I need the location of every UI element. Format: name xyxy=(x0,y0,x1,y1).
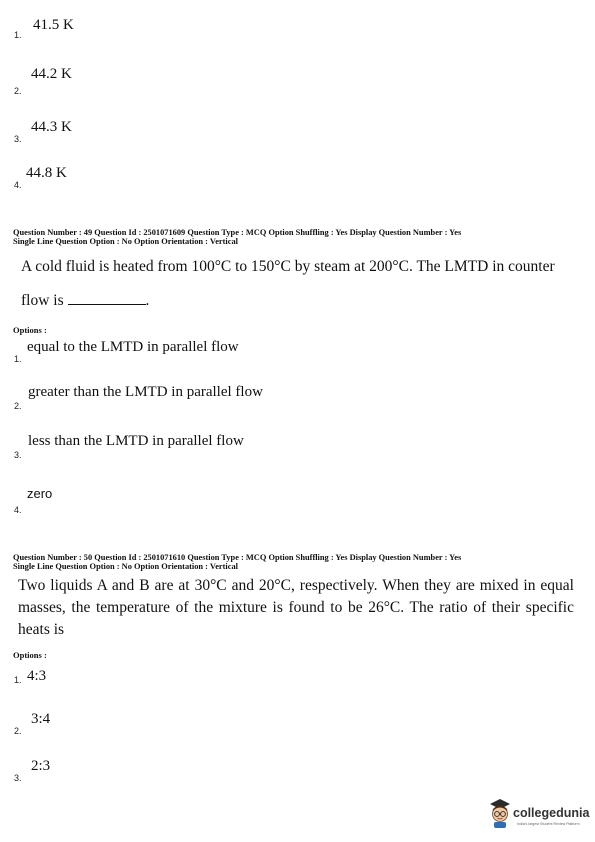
question-meta-line: Question Number : 50 Question Id : 2501071610 Question Type : MCQ Option Shuffling : Yes Display Question Number : Yes xyxy=(13,553,462,562)
question-50-meta xyxy=(13,553,461,571)
option-number: 2. xyxy=(14,726,22,736)
option-text[interactable]: less than the LMTD in parallel flow xyxy=(28,433,244,449)
option-text[interactable]: 4:3 xyxy=(27,668,47,684)
option-number: 4. xyxy=(14,505,22,515)
option-text[interactable]: zero xyxy=(27,486,53,501)
logo-name: collegedunia xyxy=(513,806,590,820)
option-number: 1. xyxy=(14,30,22,40)
question-49-meta xyxy=(13,228,461,246)
question-50-stem: Two liquids A and B are at 30°C and 20°C, respectively. When they are mixed in equal masses, the temperature of the mixture is found to be 26°C. The ratio of their specific heats is xyxy=(18,577,574,638)
option-text[interactable]: 41.5 K xyxy=(33,17,74,33)
option-text[interactable]: greater than the LMTD in parallel flow xyxy=(28,384,263,400)
question-meta-line: Single Line Question Option : No Option Orientation : Vertical xyxy=(13,562,238,571)
option-number: 2. xyxy=(14,401,22,411)
option-text[interactable]: 2:3 xyxy=(31,758,51,774)
option-number: 3. xyxy=(14,450,22,460)
question-stem-period: . xyxy=(145,292,150,309)
question-stem-line: A cold fluid is heated from 100°C to 150°C by steam at 200°C. The LMTD in counter xyxy=(21,258,555,275)
logo-tagline: India's largest Student Review Platform xyxy=(517,822,580,826)
option-number: 3. xyxy=(14,134,22,144)
option-number: 1. xyxy=(14,675,22,685)
question-stem-text: flow is xyxy=(21,292,64,309)
question-meta-line: Question Number : 49 Question Id : 2501071609 Question Type : MCQ Option Shuffling : Yes Display Question Number : Yes xyxy=(13,228,462,237)
options-label: Options : xyxy=(13,650,47,660)
option-text[interactable]: 3:4 xyxy=(31,711,51,727)
question-meta-line: Single Line Question Option : No Option Orientation : Vertical xyxy=(13,237,238,246)
graduate-mascot-icon xyxy=(489,798,511,828)
fill-in-blank xyxy=(68,292,146,305)
option-number: 4. xyxy=(14,180,22,190)
option-text[interactable]: equal to the LMTD in parallel flow xyxy=(27,339,239,355)
option-number: 2. xyxy=(14,86,22,96)
option-text[interactable]: 44.3 K xyxy=(31,119,72,135)
option-text[interactable]: 44.8 K xyxy=(26,165,67,181)
option-number: 3. xyxy=(14,773,22,783)
option-text[interactable]: 44.2 K xyxy=(31,66,72,82)
collegedunia-logo xyxy=(489,798,589,832)
question-49-stem xyxy=(21,250,581,318)
option-number: 1. xyxy=(14,354,22,364)
options-label: Options : xyxy=(13,325,47,335)
question-stem-line xyxy=(21,284,581,318)
